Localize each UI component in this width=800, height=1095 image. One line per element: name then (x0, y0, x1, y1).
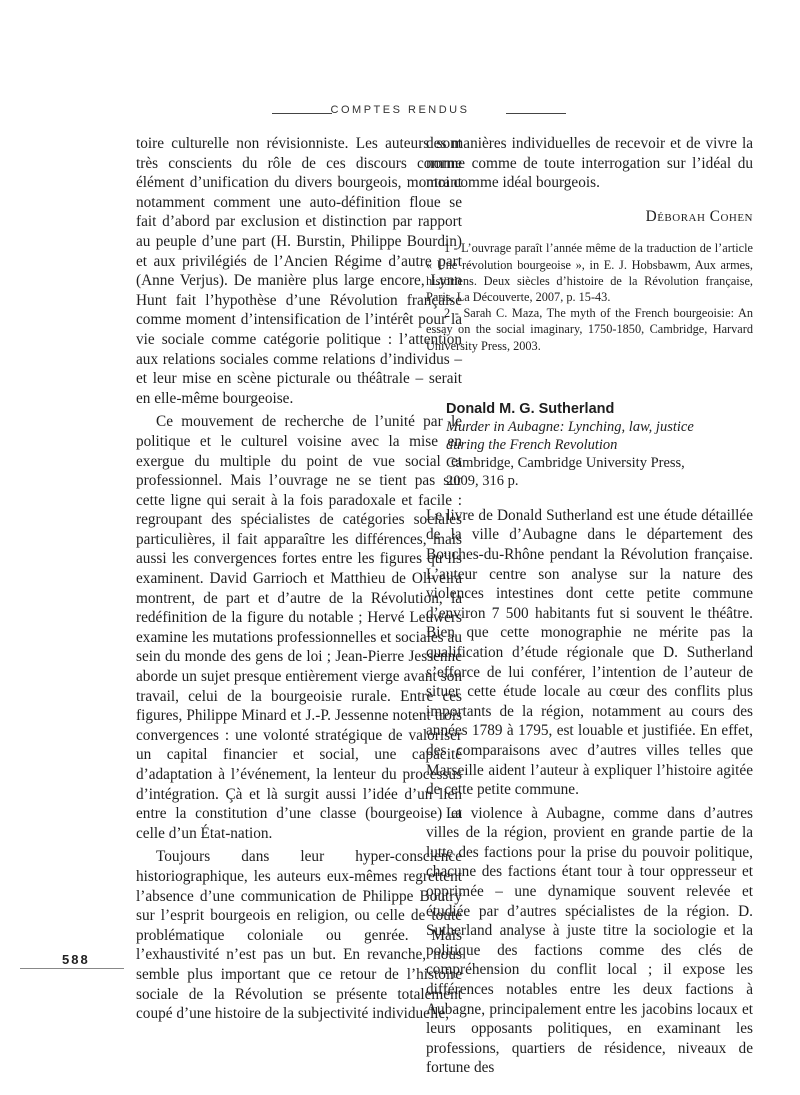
review-publisher: Cambridge, Cambridge University Press, (446, 454, 685, 471)
review-year-pages: 2009, 316 p. (446, 472, 519, 489)
review-signature: Déborah Cohen (645, 207, 753, 225)
review-title-line-1: Murder in Aubagne: Lynching, law, justice (446, 418, 694, 435)
review-heading (426, 400, 753, 490)
footnote-1: 1 - L’ouvrage paraît l’année même de la traduction de l’article « Une révolution bourgeoise », in E. J. Hobsbawm, Aux armes, historiens. Deux siècles d’histoire de la Révolution française, Paris, La Découverte, 2007, p. 15-43. (426, 241, 753, 304)
review-paragraph-2: La violence à Aubagne, comme dans d’autres villes de la région, provient en grande partie de la lutte des factions pour la prise du pouvoir politique, chacune des factions étant tour à tour oppresseur et opprimée – une dynamique souvent relevée et étudiée par d’autres spécialistes de la région. D. Sutherland analyse à juste titre la sociologie et la politique des factions comme des clés de compréhension du conflit local ; il expose les différences notables entre les deux factions à Aubagne, principalement entre les jacobins locaux et leurs opposants politiques, en examinant les professions, quartiers de résidence, niveaux de fortune des (426, 804, 753, 1077)
footnotes (426, 240, 753, 353)
running-title: COMPTES RENDUS (330, 104, 470, 116)
review-author: Donald M. G. Sutherland (446, 400, 615, 417)
right-column (426, 134, 753, 1078)
left-paragraph-1: toire culturelle non révisionniste. Les auteurs sont très conscients du rôle de ces discours comme élément d’unification du divers bourgeois, montrant notamment comment une auto-définition floue se fait d’abord par exclusion et distinction par rapport au peuple d’une part (H. Burstin, Philippe Bourdin) et aux privilégiés de l’Ancien Régime d’autre part (Anne Verjus). De manière plus large encore, Lynn Hunt fait l’hypothèse d’une Révolution française comme moment d’intensification de l’intérêt pour la vie sociale comme catégorie politique : l’attention aux relations sociales comme relations d’individus – et leur mise en scène picturale ou théâtrale – serait en elle-même bourgeoise. (136, 135, 462, 407)
review-title-line-2: during the French Revolution (446, 436, 618, 453)
page-number-rule (20, 968, 124, 969)
left-paragraph-3: Toujours dans leur hyper-conscience historiographique, les auteurs eux-mêmes regrettent l’absence d’une communication de Philippe Boutry sur l’esprit bourgeois en religion, ou celle de toute problématique coloniale ou genrée. Mais l’exhaustivité n’est pas un but. En revanche, nous semble plus important que ce retour de l’histoire sociale de la Révolution se présente totalement coupé d’une histoire de la subjectivité individuelle, (136, 848, 462, 1023)
left-column (136, 134, 462, 1024)
page-number: 588 (62, 952, 90, 967)
review-paragraph-1: Le livre de Donald Sutherland est une étude détaillée de la ville d’Aubagne dans le département des Bouches-du-Rhône pendant la Révolution française. L’auteur centre son analyse sur la nature des violences intestines dont cette petite commune d’environ 7 500 habitants fut si souvent le théâtre. Bien que cette monographie ne mérite pas la qualification d’étude régionale que D. Sutherland s’efforce de lui conférer, l’intention de l’auteur de situer cette étude locale au cœur des conflits plus importants de la région, notamment au cours des années 1789 à 1795, est louable et justifiée. En effet, des comparaisons avec d’autres villes telles que Marseille aident l’auteur à expliquer l’histoire agitée de cette petite commune. (426, 506, 753, 799)
header-rule-right (506, 113, 566, 114)
left-paragraph-2: Ce mouvement de recherche de l’unité par le politique et le culturel voisine avec la mise en exergue du multiple du point de vue social et professionnel. Mais l’ouvrage ne se tient pas sur cette ligne qui serait à la fois paradoxale et facile : regroupant des spécialistes de catégories sociales particulières, il fait apparaître les différences, mais aussi les convergences fortes entre les figures qu’ils examinent. David Garrioch et Matthieu de Oliveira montrent, de part et d’autre de la Révolution, la redéfinition de la figure du notable ; Hervé Leuwers examine les mutations professionnelles et sociales au sein du monde des gens de loi ; Jean-Pierre Jessenne aborde un sujet presque entièrement vierge avant son travail, celui de la bourgeoisie rurale. Entre ces figures, Philippe Minard et J.-P. Jessenne notent trois convergences : une volonté stratégique de valoriser un capital financier et social, une capacité d’adaptation à l’événement, la lenteur du processus d’intégration. Çà et là surgit aussi l’idée d’un lien entre la constitution d’une classe (bourgeoise) et celle d’un État-nation. (136, 413, 462, 842)
continuation-paragraph: des manières individuelles de recevoir et de vivre la norme comme de toute interrogation sur l’idéal du moi comme idéal bourgeois. (426, 135, 753, 192)
review-body (426, 506, 753, 1078)
footnote-2: 2 - Sarah C. Maza, The myth of the French bourgeoisie: An essay on the social imaginary, 1750-1850, Cambridge, Harvard University Press, 2003. (426, 306, 753, 353)
